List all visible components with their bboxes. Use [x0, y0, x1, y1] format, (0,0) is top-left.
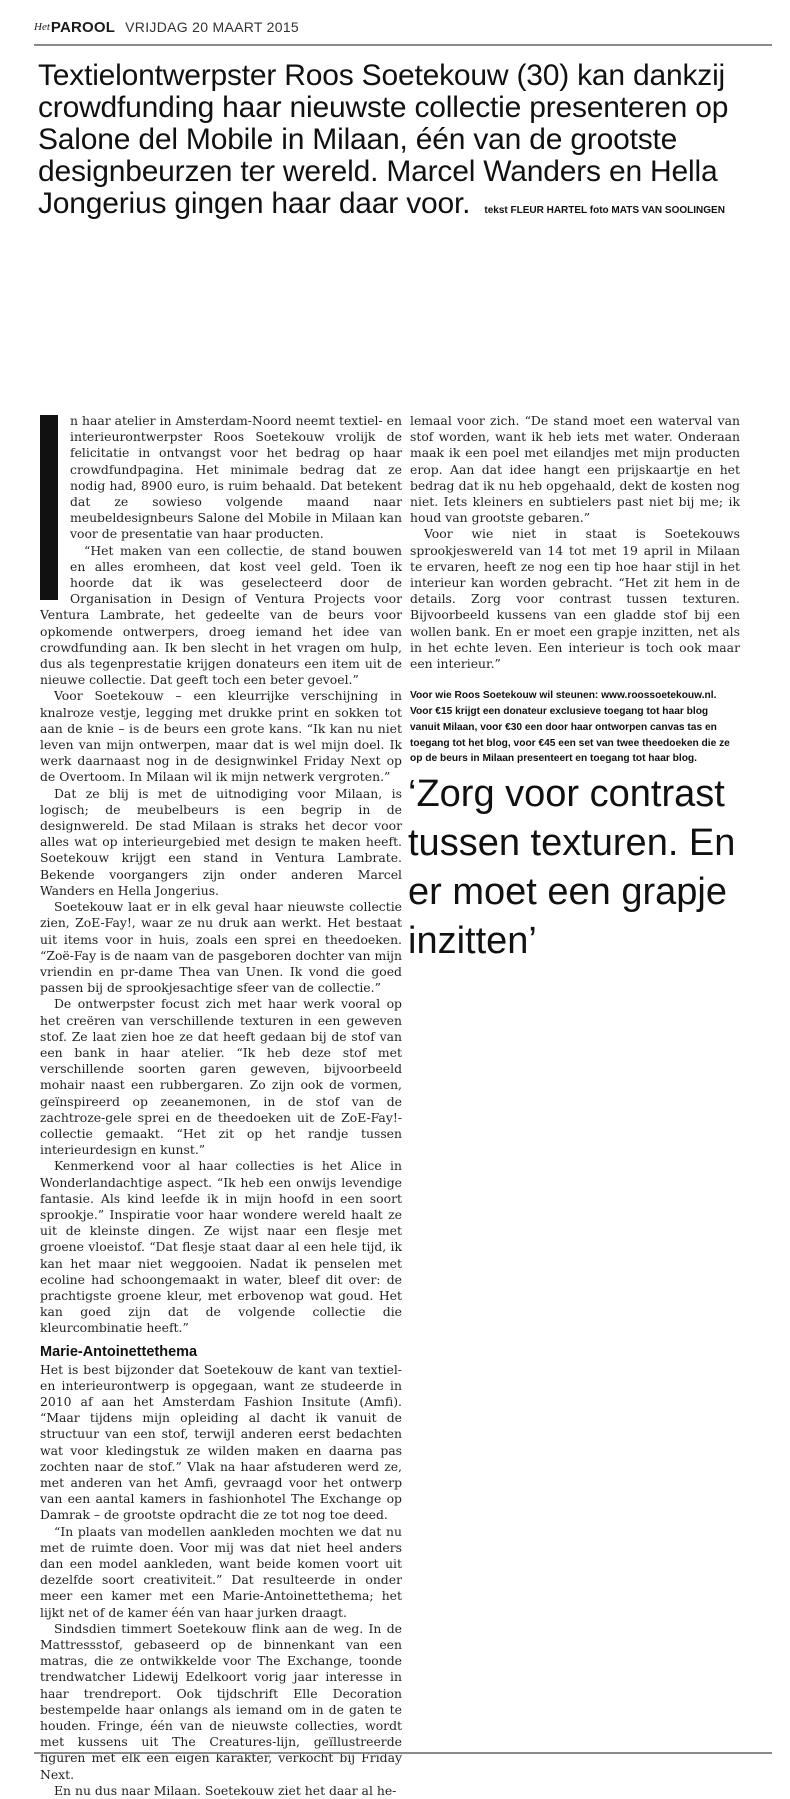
paragraph: “In plaats van modellen aankleden mochten we dat nu met de ruimte doen. Voor mij was dat niet heel anders dan een model aankleden, want beide komen voort uit dezelfde soort creativiteit.” Dat resulteerde in onder meer een kamer met een Marie-Antoinettethema; het lijkt net of de kamer één van haar jurken draagt. — [40, 1523, 402, 1620]
logo-het: Het — [34, 21, 50, 33]
paragraph: Voor wie niet in staat is Soetekouws sprookjeswereld van 14 tot met 19 april in Milaan te ervaren, heeft ze nog een tip hoe haar stijl in het interieur kan worden gebracht. “Het zit hem in de details. Zorg voor contrast tussen texturen. Bijvoorbeeld kussens van een gladde stof bij een wollen bank. En er moet een grapje inzitten, net als in het echte leven. Een interieur is toch ook maar een interieur.” — [410, 526, 740, 672]
bottom-divider — [34, 1752, 772, 1754]
section-subhead: Marie-Antoinettethema — [40, 1343, 198, 1360]
drop-cap-bar — [40, 415, 58, 600]
newspaper-logo: PAROOL — [50, 18, 116, 36]
intro-text: Textielontwerpster Roos Soetekouw (30) kan dankzij crowdfunding haar nieuwste collectie presenteren op Salone del Mobile in Milaan, één van de grootste designbeurzen ter wereld. Marcel Wanders en Hella Jongerius gingen haar daar voor. — [38, 59, 729, 220]
paragraph: Sindsdien timmert Soetekouw flink aan de weg. In de Mattressstof, gebaseerd op de binnenkant van een matras, die ze ontwikkelde voor The Exchange, toonde trendwatcher Lidewij Edelkoort vorig jaar interesse in haar trendreport. Ook tijdschrift Elle Decoration bestempelde haar onlangs als iemand om in de gaten te houden. Fringe, één van de nieuwste collecties, wordt met kussens uit The Creatures-lijn, geïllustreerde figuren met elk een eigen karakter, verkocht bij Friday Next. — [40, 1620, 402, 1782]
paragraph: Voor Soetekouw – een kleurrijke verschijning in knalroze vestje, legging met drukke print en sokken tot aan de knie – is de beurs een grote kans. “Ik kan nu niet leven van mijn ontwerpen, maar dat is wel mijn doel. Ik werk daarnaast nog in de designwinkel Friday Next op de Overtoom. In Milaan wil ik mijn netwerk vergroten.” — [40, 688, 402, 785]
paragraph: Soetekouw laat er in elk geval haar nieuwste collectie zien, ZoE-Fay!, waar ze nu druk aan werkt. Het bestaat uit items voor in huis, zoals een sprei en theedoeken. “Zoë-Fay is de naam van de pasgeboren dochter van mijn vriendin en pr-dame Thea van Unen. Ik vond die goed passen bij de sprookjesachtige sfeer van de collectie.” — [40, 899, 402, 996]
article-column-right — [410, 413, 740, 767]
support-note: Voor wie Roos Soetekouw wil steunen: www.roossoetekouw.nl. Voor €15 krijgt een donateur exclusieve toegang tot haar blog vanuit Milaan, voor €30 een door haar ontworpen canvas tas en toegang tot het blog, voor €45 een set van twee theedoeken die ze op de beurs in Milaan presenteert en toegang tot haar blog. — [410, 690, 730, 765]
article-intro — [38, 60, 740, 227]
paragraph: lemaal voor zich. “De stand moet een waterval van stof worden, want ik heb iets met water. Onderaan maak ik een poel met eilandjes met mijn producten erop. Aan dat idee hangt een prijskaartje en het bedrag dat ik nu heb opgehaald, dekt de kosten nog niet. Iets kleiners en subtielers past niet bij me; ik houd van grootste gebaren.” — [410, 413, 740, 526]
paragraph: Het is best bijzonder dat Soetekouw de kant van textiel- en interieurontwerp is opgegaan, want ze studeerde in 2010 af aan het Amsterdam Fashion Insitute (Amfi). “Maar tijdens mijn opleiding al dacht ik vanuit de structuur van een stof, terwijl anderen eerst bedachten wat voor kledingstuk ze wilden maken en daarna pas zochten naar de stof.” Vlak na haar afstuderen werd ze, met anderen van het Amfi, gevraagd voor het ontwerp van een aantal kamers in fashionhotel The Exchange op Damrak – de grootste opdracht die ze tot nog toe deed. — [40, 1361, 402, 1523]
paragraph: Kenmerkend voor al haar collecties is het Alice in Wonderlandachtige aspect. “Ik heb een onwijs levendige fantasie. Als kind leefde ik in mijn hoofd in een soort sprookje.” Inspiratie voor haar wondere wereld haalt ze uit de kleinste dingen. Ze wijst naar een flesje met groene vloeistof. “Dat flesje staat daar al een hele tijd, ik kan het maar niet weggooien. Nadat ik penselen met ecoline had schoongemaakt in water, bleef dit over: de prachtigste groene kleur, met erbovenop wat goud. Het kan goed zijn dat de volgende collectie die kleurcombinatie heeft.” — [40, 1158, 402, 1336]
byline-credit: tekst FLEUR HARTEL foto MATS VAN SOOLINGEN — [484, 205, 725, 216]
paragraph: De ontwerpster focust zich met haar werk vooral op het creëren van verschillende texturen in een geweven stof. Ze laat zien hoe ze dat heeft gedaan bij de stof van een bank in haar atelier. “Ik heb deze stof met verschillende soorten garen geweven, bijvoorbeeld mohair naast een rubbergaren. Zo zijn ook de vormen, geïnspireerd op zeeanemonen, in de stof van de zachtroze-gele sprei en de theedoeken uit de ZoE-Fay!-collectie gemaakt. “Het zit op het randje tussen interieurdesign en kunst.” — [40, 996, 402, 1158]
masthead — [34, 10, 772, 46]
paragraph: Dat ze blij is met de uitnodiging voor Milaan, is logisch; de meubelbeurs is een begrip in de designwereld. De stad Milaan is straks het decor voor alles wat op interieurgebied met design te maken heeft. Soetekouw krijgt een stand in Ventura Lambrate. Bekende voorgangers zijn onder anderen Marcel Wanders en Hella Jongerius. — [40, 785, 402, 898]
article-column-left — [40, 413, 402, 1799]
paragraph: “Het maken van een collectie, de stand bouwen en alles eromheen, dat kost veel geld. Toen ik hoorde dat ik was geselecteerd door de Organisation in Design of Ventura Projects voor Ventura Lambrate, het gedeelte van de beurs voor opkomende ontwerpers, droeg iemand het idee van crowdfunding aan. Ik ben slecht in het vragen om hulp, dus als tegenprestatie krijgen donateurs een item uit de nieuwe collectie. Dat geeft toch een beter gevoel.” — [40, 542, 402, 688]
paragraph: En nu dus naar Milaan. Soetekouw ziet het daar al he- — [54, 1782, 397, 1798]
edition-date: VRIJDAG 20 MAART 2015 — [125, 19, 300, 35]
pull-quote: ‘Zorg voor contrast tussen texturen. En er moet een grapje inzitten’ — [408, 773, 736, 962]
paragraph: n haar atelier in Amsterdam-Noord neemt textiel- en interieurontwerpster Roos Soetekouw vrolijk de felicitatie in ontvangst voor het bedrag op haar crowdfundpagina. Het minimale bedrag dat ze nodig had, 8900 euro, is ruim behaald. Dat betekent dat ze sowieso volgende maand naar meubeldesignbeurs Salone del Mobile in Milaan kan voor de presentatie van haar producten. — [70, 413, 402, 542]
